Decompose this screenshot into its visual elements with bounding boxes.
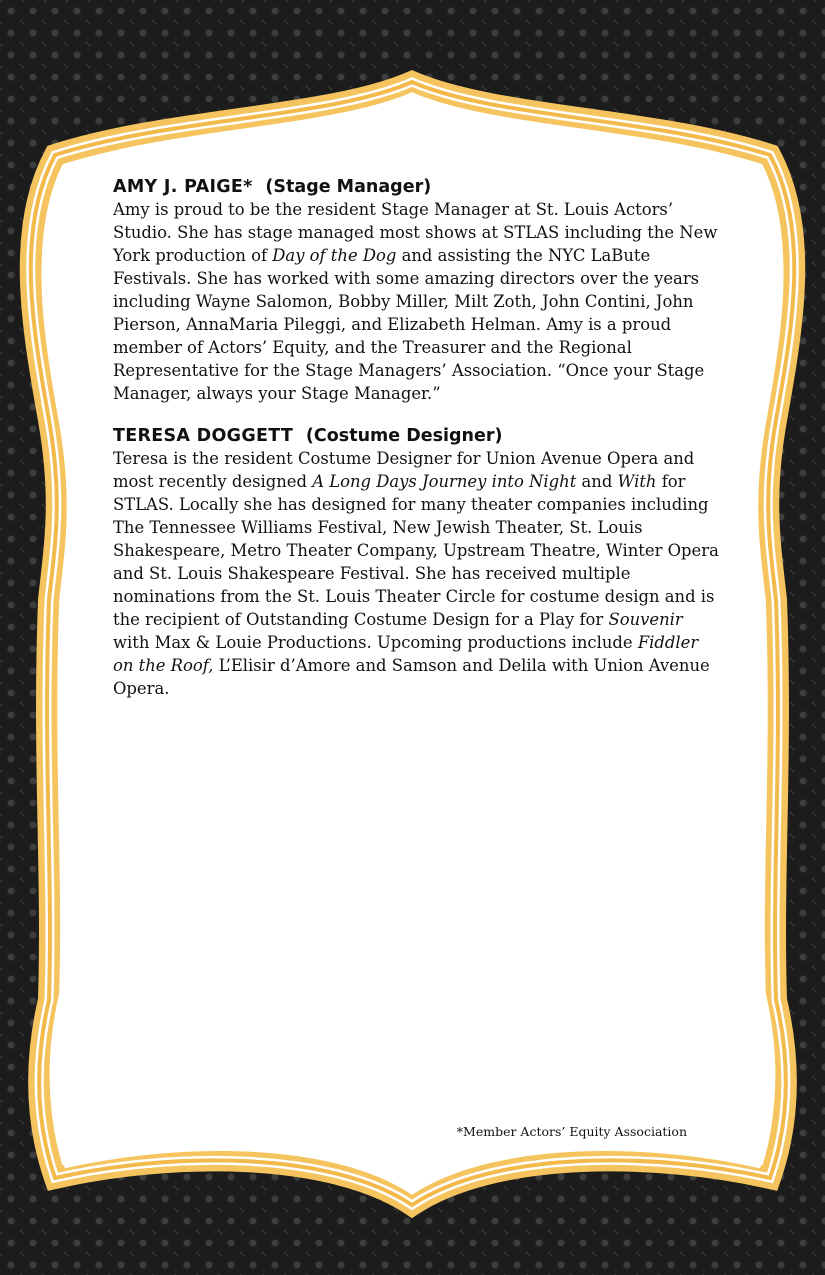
italic-title: A Long Days Journey into Night bbox=[312, 472, 577, 491]
bio-text: and bbox=[576, 472, 618, 491]
bio-text: with Max & Louie Productions. Upcoming productions include bbox=[113, 633, 638, 652]
italic-title: Day of the Dog bbox=[272, 246, 397, 265]
bio-text: for STLAS. Locally she has designed for many theater companies including The Tennessee Williams Festival, New Jewish Theater, St. Louis Shakespeare, Metro Theater Company, Upstream Theatre, Winter Opera and St. Louis Shakespeare Festival. She has received multiple nominations from the St. Louis Theater Circle for costume design and is the recipient of Outstanding Costume Design for a Play for bbox=[113, 472, 719, 629]
bio-amy-paige bbox=[113, 176, 723, 405]
italic-title: Souvenir bbox=[608, 610, 683, 629]
bio-heading bbox=[113, 425, 723, 447]
bio-role: (Stage Manager) bbox=[265, 177, 432, 197]
bio-name: AMY J. PAIGE* bbox=[113, 177, 253, 197]
bio-body bbox=[113, 447, 723, 700]
bio-teresa-doggett bbox=[113, 425, 723, 700]
bio-text: L’Elisir d’Amore and Samson and Delila with Union Avenue Opera. bbox=[113, 656, 710, 698]
bio-name: TERESA DOGGETT bbox=[113, 426, 294, 446]
bio-body bbox=[113, 198, 723, 405]
bio-text: Amy is proud to be the resident Stage Manager at St. Louis Actors’ Studio. She has stage managed most shows at STLAS including the New York production of bbox=[113, 200, 718, 265]
bios-content bbox=[113, 176, 723, 720]
italic-title: Fiddler on the Roof, bbox=[113, 633, 699, 675]
bio-role: (Costume Designer) bbox=[305, 426, 503, 446]
italic-title: With bbox=[617, 472, 657, 491]
bio-heading bbox=[113, 176, 723, 198]
equity-footnote: *Member Actors’ Equity Association bbox=[456, 1124, 687, 1139]
bio-text: Teresa is the resident Costume Designer for Union Avenue Opera and most recently designed bbox=[113, 449, 695, 491]
bio-text: and assisting the NYC LaBute Festivals. She has worked with some amazing directors over the years including Wayne Salomon, Bobby Miller, Milt Zoth, John Contini, John Pierson, AnnaMaria Pileggi, and Elizabeth Helman. Amy is a proud member of Actors’ Equity, and the Treasurer and the Regional Representative for the Stage Managers’ Association. “Once your Stage Manager, always your Stage Manager.” bbox=[113, 246, 705, 403]
